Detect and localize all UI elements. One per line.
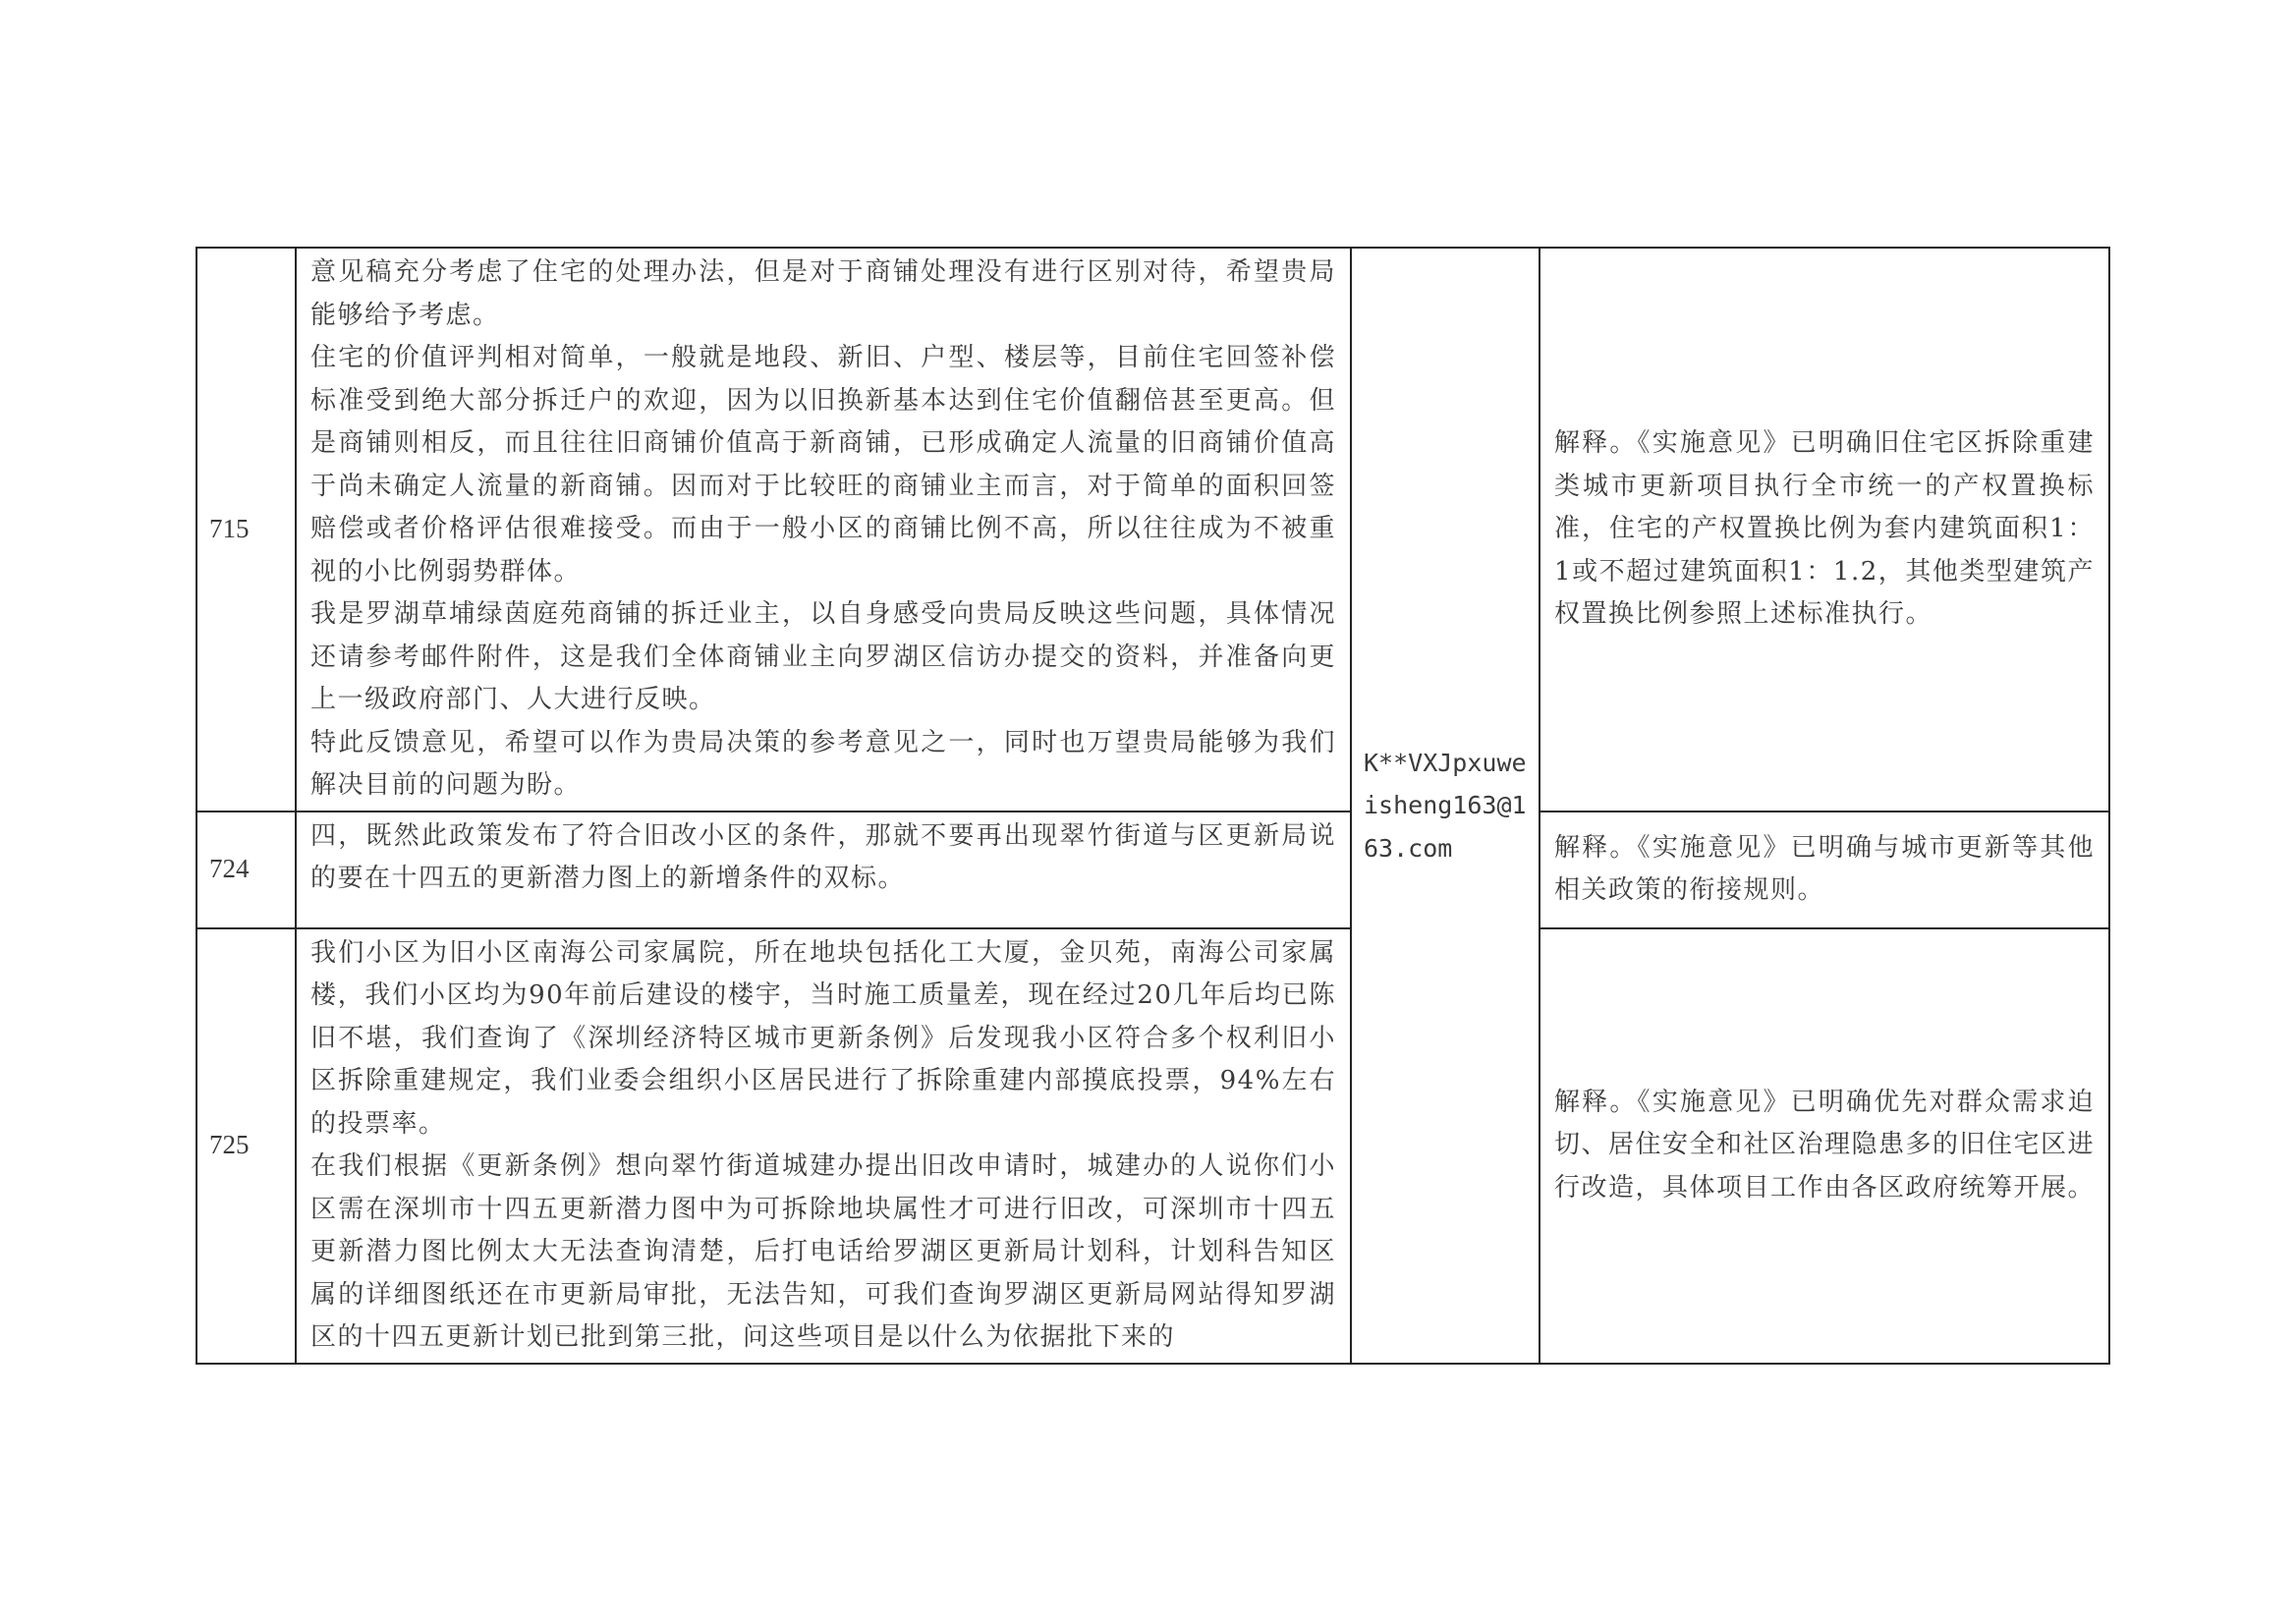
- reply-content: [1540, 812, 2109, 928]
- reply-content: [1540, 248, 2109, 812]
- reply-paragraph: 解释。《实施意见》已明确与城市更新等其他相关政策的衔接规则。: [1554, 832, 2095, 905]
- row-number: 725: [196, 928, 296, 1364]
- feedback-table: [196, 247, 2110, 1365]
- feedback-content: [296, 928, 1351, 1364]
- feedback-paragraph: 住宅的价值评判相对简单，一般就是地段、新旧、户型、楼层等，目前住宅回签补偿标准受到绝大部分拆迁户的欢迎，因为以旧换新基本达到住宅价值翻倍甚至更高。但是商铺则相反，而且往往旧商铺价值高于新商铺，已形成确定人流量的旧商铺价值高于尚未确定人流量的新商铺。因而对于比较旺的商铺业主而言，对于简单的面积回签赔偿或者价格评估很难接受。而由于一般小区的商铺比例不高，所以往往成为不被重视的小比例弱势群体。: [310, 343, 1336, 587]
- feedback-paragraph: 在我们根据《更新条例》想向翠竹街道城建办提出旧改申请时，城建办的人说你们小区需在深圳市十四五更新潜力图中为可拆除地块属性才可进行旧改，可深圳市十四五更新潜力图比例太大无法查询清楚，后打电话给罗湖区更新局计划科，计划科告知区属的详细图纸还在市更新局审批，无法告知，可我们查询罗湖区更新局网站得知罗湖区的十四五更新计划已批到第三批，问这些项目是以什么为依据批下来的: [310, 1151, 1336, 1352]
- reply-paragraph: 解释。《实施意见》已明确旧住宅区拆除重建类城市更新项目执行全市统一的产权置换标准，住宅的产权置换比例为套内建筑面积1：1或不超过建筑面积1：1.2，其他类型建筑产权置换比例参照上述标准执行。: [1554, 428, 2095, 629]
- feedback-paragraph: 我是罗湖草埔绿茵庭苑商铺的拆迁业主，以自身感受向贵局反映这些问题，具体情况还请参考邮件附件，这是我们全体商铺业主向罗湖区信访办提交的资料，并准备向更上一级政府部门、人大进行反映。: [310, 599, 1336, 714]
- row-number: 715: [196, 248, 296, 812]
- row-number: 724: [196, 812, 296, 928]
- feedback-content: [296, 248, 1351, 812]
- table-row: [196, 812, 2109, 928]
- table-row: [196, 248, 2109, 812]
- feedback-paragraph: 意见稿充分考虑了住宅的处理办法，但是对于商铺处理没有进行区别对待，希望贵局能够给予考虑。: [310, 257, 1336, 330]
- feedback-paragraph: 四，既然此政策发布了符合旧改小区的条件，那就不要再出现翠竹街道与区更新局说的要在十四五的更新潜力图上的新增条件的双标。: [310, 820, 1336, 893]
- contact-email: K**VXJpxuweisheng163@163.com: [1351, 248, 1540, 1364]
- reply-paragraph: 解释。《实施意见》已明确优先对群众需求迫切、居住安全和社区治理隐患多的旧住宅区进行改造，具体项目工作由各区政府统筹开展。: [1554, 1087, 2096, 1203]
- table-row: [196, 928, 2109, 1364]
- feedback-paragraph: 特此反馈意见，希望可以作为贵局决策的参考意见之一，同时也万望贵局能够为我们解决目前的问题为盼。: [310, 727, 1336, 800]
- feedback-paragraph: 我们小区为旧小区南海公司家属院，所在地块包括化工大厦，金贝苑，南海公司家属楼，我们小区均为90年前后建设的楼宇，当时施工质量差，现在经过20几年后均已陈旧不堪，我们查询了《深圳经济特区城市更新条例》后发现我小区符合多个权利旧小区拆除重建规定，我们业委会组织小区居民进行了拆除重建内部摸底投票，94%左右的投票率。: [310, 937, 1336, 1139]
- feedback-content: [296, 812, 1351, 928]
- reply-content: [1540, 928, 2109, 1364]
